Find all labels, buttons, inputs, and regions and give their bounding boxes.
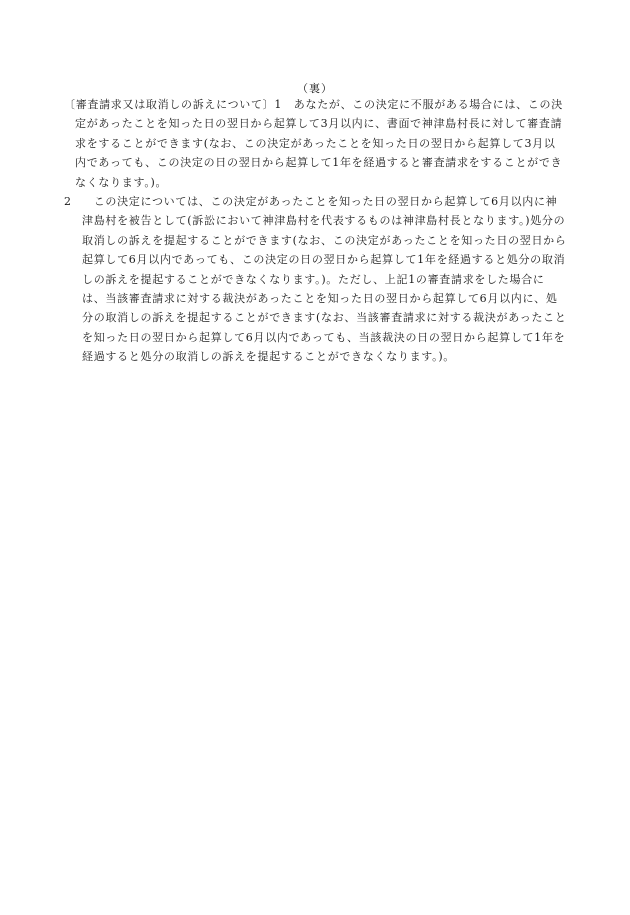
section-title: 〔審査請求又は取消しの訴えについて〕 <box>64 98 275 111</box>
document-body <box>64 95 567 367</box>
item-1-text: あなたが、この決定に不服がある場合には、この決定があったことを知った日の翌日から起算して3月以内に、書面で神津島村長に対して審査請求をすることができます(なお、この決定があったことを知った日の翌日から起算して3月以内であっても、この決定の日の翌日から起算して1年を経過すると審査請求をすることができなくなります。)。 <box>75 98 563 189</box>
paragraph-1 <box>64 95 567 192</box>
paragraph-2 <box>64 192 567 367</box>
item-2-number: 2 <box>64 195 72 209</box>
page-heading: （裏） <box>297 82 333 95</box>
item-2-text: この決定については、この決定があったことを知った日の翌日から起算して6月以内に神津島村を被告として(訴訟において神津島村を代表するものは神津島村長となります。)処分の取消しの訴えを提起することができます(なお、この決定があったことを知った日の翌日から起算して6月以内であっても、この決定の日の翌日から起算して1年を経過すると処分の取消しの訴えを提起することができなくなります。)。ただし、上記1の審査請求をした場合には、当該審査請求に対する裁決があったことを知った日の翌日から起算して6月以内に、処分の取消しの訴えを提起することができます(なお、当該審査請求に対する裁決があったことを知った日の翌日から起算して6月以内であっても、当該裁決の日の翌日から起算して1年を経過すると処分の取消しの訴えを提起することができなくなります。)。 <box>82 195 567 364</box>
item-1-number: 1 <box>274 98 283 111</box>
